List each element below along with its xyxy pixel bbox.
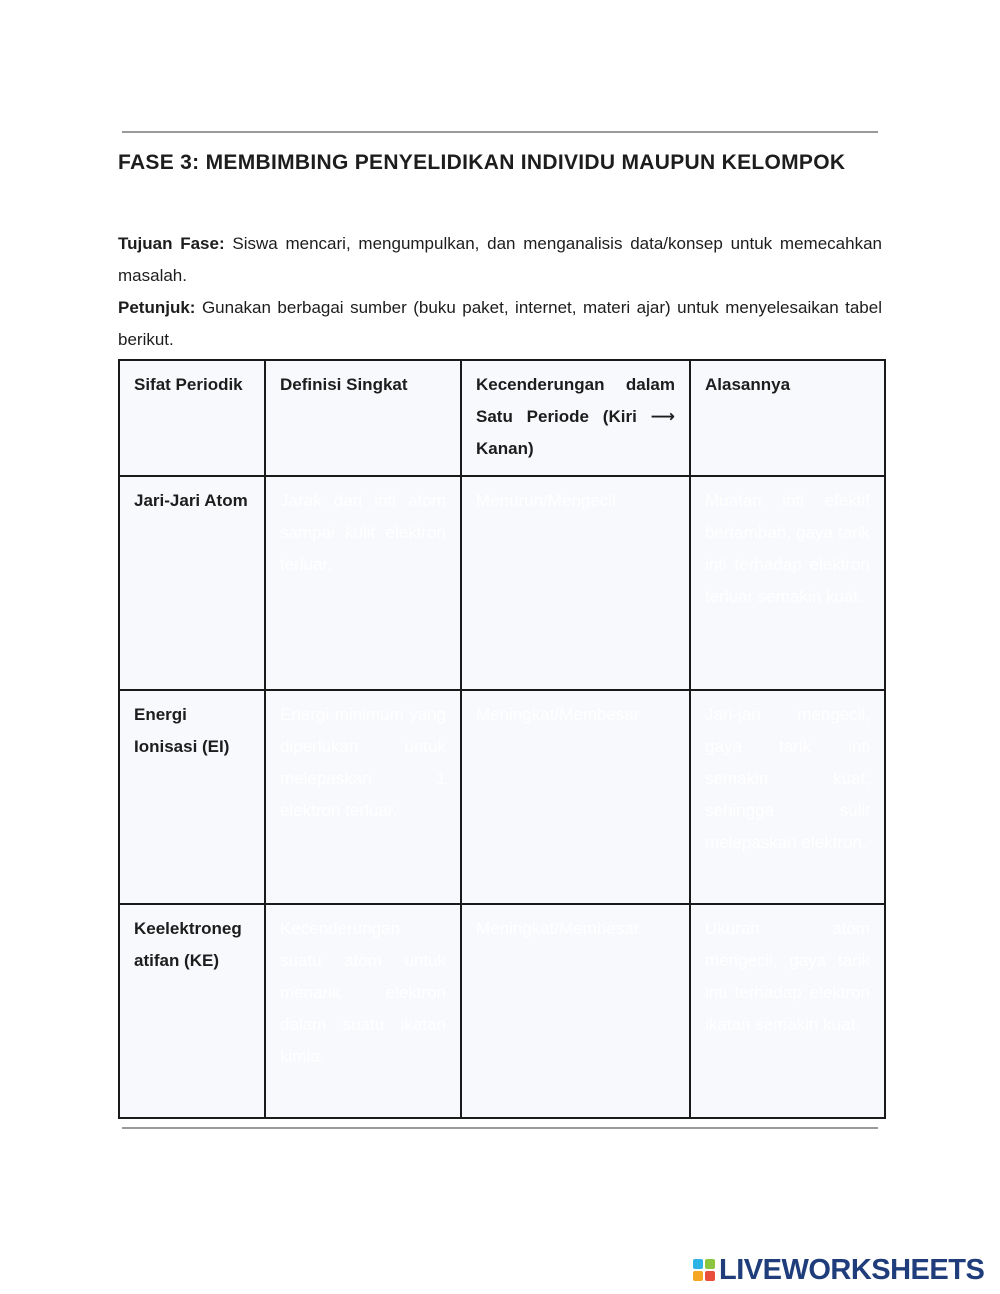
- answer-definition-atomic-radius[interactable]: Jarak dari inti atom sampai kulit elektron terluar.: [280, 491, 446, 574]
- table-row: [119, 476, 885, 690]
- logo-squares-icon: [693, 1259, 715, 1281]
- table-row: [119, 904, 885, 1118]
- answer-cell-definition[interactable]: [265, 476, 461, 690]
- answer-cell-trend[interactable]: [461, 904, 690, 1118]
- bottom-divider: [122, 1127, 878, 1129]
- answer-cell-reason[interactable]: [690, 476, 885, 690]
- phase-goal-text: Siswa mencari, mengumpulkan, dan menganalisis data/konsep untuk memecahkan masalah.: [118, 234, 882, 285]
- table-row: [119, 690, 885, 904]
- answer-cell-reason[interactable]: [690, 690, 885, 904]
- header-reason: Alasannya: [690, 360, 885, 476]
- page-title: FASE 3: MEMBIMBING PENYELIDIKAN INDIVIDU MAUPUN KELOMPOK: [118, 151, 846, 174]
- answer-definition-ionization-energy[interactable]: Energi minimum yang diperlukan untuk melepaskan 1 elektron terluar.: [280, 705, 446, 820]
- row-property-atomic-radius: Jari-Jari Atom: [119, 476, 265, 690]
- phase-goal: [118, 228, 882, 292]
- answer-cell-trend[interactable]: [461, 690, 690, 904]
- liveworksheets-logo: [693, 1253, 984, 1287]
- header-trend: Kecenderungan dalam Satu Periode (Kiri ⟶ Kanan): [461, 360, 690, 476]
- periodic-properties-table: [118, 359, 886, 1119]
- row-property-electronegativity: Keelektronegatifan (KE): [119, 904, 265, 1118]
- instructions: [118, 292, 882, 356]
- logo-text: LIVEWORKSHEETS: [719, 1253, 985, 1286]
- instructions-label: Petunjuk:: [118, 298, 196, 317]
- answer-trend-electronegativity[interactable]: Meningkat/Membesar: [476, 919, 640, 938]
- answer-trend-atomic-radius[interactable]: Menurun/Mengecil: [476, 491, 616, 510]
- header-property: Sifat Periodik: [119, 360, 265, 476]
- answer-reason-atomic-radius[interactable]: Muatan inti efektif bertambah, gaya tarik inti terhadap elektron terluar semakin kuat.: [705, 491, 870, 606]
- top-divider: [122, 131, 878, 133]
- answer-reason-ionization-energy[interactable]: Jari-jari mengecil, gaya tarik inti semakin kuat, sehingga sulit melepaskan elektron.: [705, 705, 870, 852]
- answer-trend-ionization-energy[interactable]: Meningkat/Membesar: [476, 705, 640, 724]
- phase-goal-label: Tujuan Fase:: [118, 234, 225, 253]
- answer-cell-reason[interactable]: [690, 904, 885, 1118]
- row-property-ionization-energy: Energi Ionisasi (EI): [119, 690, 265, 904]
- table-header-row: [119, 360, 885, 476]
- answer-cell-definition[interactable]: [265, 904, 461, 1118]
- answer-cell-definition[interactable]: [265, 690, 461, 904]
- answer-reason-electronegativity[interactable]: Ukuran atom mengecil, gaya tarik inti terhadap elektron ikatan semakin kuat.: [705, 919, 870, 1034]
- answer-cell-trend[interactable]: [461, 476, 690, 690]
- answer-definition-electronegativity[interactable]: Kecenderungan suatu atom untuk menarik elektron dalam suatu ikatan kimia.: [280, 919, 446, 1066]
- header-definition: Definisi Singkat: [265, 360, 461, 476]
- instructions-text: Gunakan berbagai sumber (buku paket, internet, materi ajar) untuk menyelesaikan tabel berikut.: [118, 298, 882, 349]
